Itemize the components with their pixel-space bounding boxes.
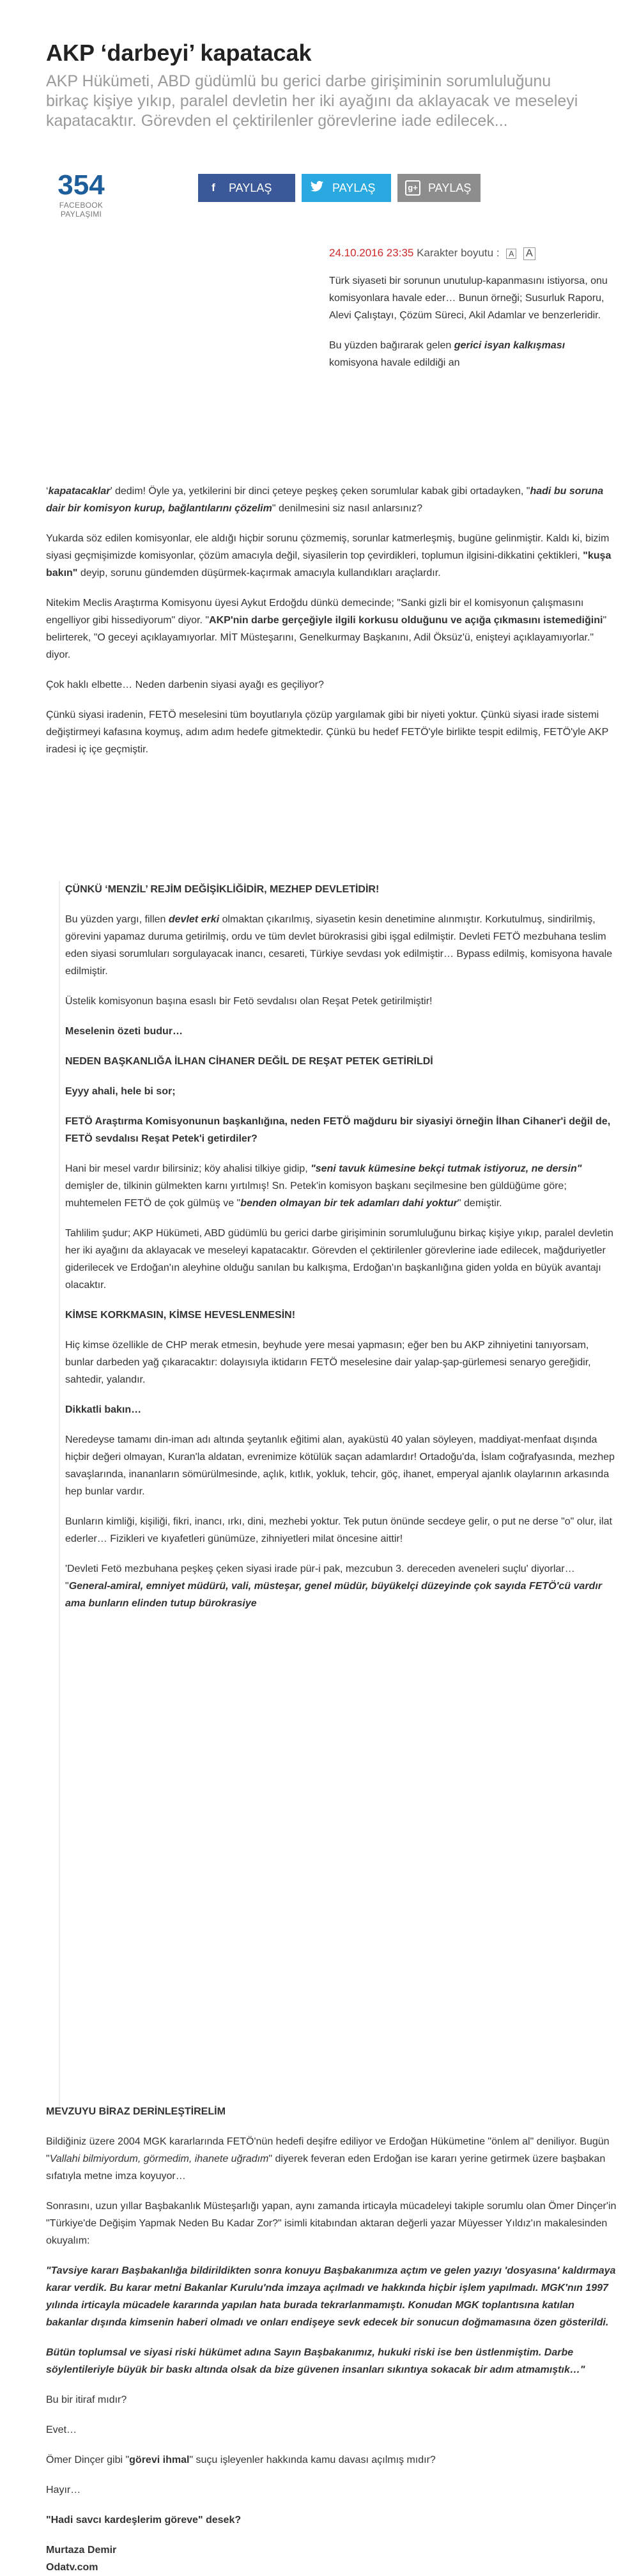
facebook-icon: f bbox=[212, 182, 215, 194]
article-body-intro bbox=[329, 272, 617, 384]
paragraph: Evet… bbox=[46, 2425, 77, 2435]
paragraph: Dikkatli bakın… bbox=[65, 1404, 142, 1415]
google-plus-icon: g+ bbox=[405, 180, 420, 196]
paragraph: 'Devleti Fetö mezbuhana peşkeş çeken siyasi irade pür-i pak, mezcubun 3. dereceden aveneleri suçlu' diyorlar… "General-amiral, emniyet müdürü, vali, müsteşar, genel müdür, büyükelçi düzeyinde çok sayıda FETÖ'cü vardır ama bunların elinden tutup bürokrasiye bbox=[65, 1563, 602, 1609]
quoted-paragraph: Bütün toplumsal ve siyasi riski hükümet adına Sayın Başbakanımız, hukuki riski ise ben üstlenmiştim. Darbe söylentileriyle büyük bir baskı altında olsak da bize güvenen insanları sıkıntıya sokacak bir adım atmamıştık…" bbox=[46, 2347, 585, 2375]
paragraph: "Hadi savcı kardeşlerim göreve" desek? bbox=[46, 2515, 242, 2526]
paragraph: Tahlilim şudur; AKP Hükümeti, ABD güdümlü bu gerici darbe girişiminin sorumluluğunu birkaç kişiye yıkıp, paralel devletin her iki ayağını da aklayacak ve meseleyi kapatacaktır. Görevden el çektirilenler görevlerine iade edilecek, mağduriyetler giderilecek ve Erdoğan'ın aleyhine olduğu sanılan bu kalkışma, Erdoğan'ın başkanlığına giden yolda en büyük avantajı olacaktır. bbox=[65, 1228, 613, 1291]
publish-date: 24.10.2016 23:35 bbox=[329, 247, 414, 259]
paragraph: Çok haklı elbette… Neden darbenin siyasi ayağı es geçiliyor? bbox=[46, 679, 324, 690]
paragraph: Bu bir itiraf mıdır? bbox=[46, 2394, 127, 2405]
paragraph: Üstelik komisyonun başına esaslı bir Fetö sevdalısı olan Reşat Petek getirilmiştir! bbox=[65, 996, 433, 1007]
font-size-label: Karakter boyutu : bbox=[417, 247, 500, 259]
article-meta bbox=[329, 247, 535, 260]
paragraph: Bunların kimliği, kişiliği, fikri, inancı, ırkı, dini, mezhebi yoktur. Tek putun önünde secdeye gelir, o put ne derse "o" olur, ilat ederler… Fizikleri ve kıyafetleri günümüze, zihniyetleri milat öncesine aittir! bbox=[65, 1516, 612, 1544]
article-lede: AKP Hükümeti, ABD güdümlü bu gerici darbe girişiminin sorumluluğunu birkaç kişiye yıkıp, paralel devletin her iki ayağını da aklayacak ve meseleyi kapatacaktır. Görevden el çektirilenler görevlerine iade edilecek... bbox=[46, 72, 578, 130]
facebook-share-button[interactable] bbox=[198, 174, 295, 202]
twitter-icon bbox=[309, 180, 325, 196]
share-count-caption: FACEBOOK PAYLAŞIMI bbox=[59, 201, 104, 219]
paragraph: Meselenin özeti budur… bbox=[65, 1026, 183, 1037]
paragraph: ‘kapatacaklar’ dedim! Öyle ya, yetkilerini bir dinci çeteye peşkeş çeken sorumlular kabak gibi ortadayken, "hadi bu soruna dair bir komisyon kurup, bağlantılarını çözelim" denilmesini siz nasıl anlarsınız? bbox=[46, 486, 604, 514]
facebook-share-count bbox=[46, 171, 116, 219]
paragraph: Hani bir mesel vardır bilirsiniz; köy ahalisi tilkiye gidip, "seni tavuk kümesine bekçi tutmak istiyoruz, ne dersin" demişler de, tilkinin gülmekten karnı yırtılmış! Sn. Petek'in komisyon başkanı seçilmesine ben güldüğüme göre; muhtemelen FETÖ de çok gülmüş ve "benden olmayan bir tek adamları dahi yoktur" demiştir. bbox=[65, 1163, 582, 1209]
share-count-number: 354 bbox=[58, 169, 105, 201]
paragraph: Bu yüzden bağırarak gelen gerici isyan kalkışması komisyona havale edildiği an bbox=[329, 340, 566, 368]
article-quote-block bbox=[59, 881, 616, 2108]
section-heading: KİMSE KORKMASIN, KİMSE HEVESLENMESİN! bbox=[65, 1310, 296, 1321]
paragraph: Yukarda söz edilen komisyonlar, ele aldığı hiçbir sorunu çözmemiş, sorunlar katmerleşmiş, bugüne gelinmiştir. Kaldı ki, bizim siyasi geçmişimizde komisyonlar, çözüm amacıyla değil, siyasilerin top çevirdikleri, toplumun ilgisini-dikkatini çektikleri, "kuşa bakın" deyip, sorunu gündemden düşürmek-kaçırmak amacıyla kullandıkları araçlardır. bbox=[46, 533, 612, 578]
google-share-label: PAYLAŞ bbox=[428, 182, 472, 194]
paragraph: Ömer Dinçer gibi "görevi ihmal" suçu işleyenler hakkında kamu davası açılmış mıdır? bbox=[46, 2455, 436, 2465]
font-increase-button[interactable]: A bbox=[523, 247, 535, 260]
twitter-share-button[interactable] bbox=[302, 174, 391, 202]
paragraph: Bu yüzden yargı, fillen devlet erki olmaktan çıkarılmış, siyasetin kesin denetimine alınmıştır. Korkutulmuş, sindirilmiş, görevini yapamaz duruma getirilmiş, ordu ve tüm devlet bürokrasisi gibi işgal edilmiştir. Devleti FETÖ mezbuhana teslim eden siyasi sorumluları sorgulayacak inancı, cesareti, Türkiye sevdası yok edilmiştir… Bypass edilmiş, komisyona havale edilmiştir. bbox=[65, 914, 613, 977]
article-title: AKP ‘darbeyi’ kapatacak bbox=[46, 40, 312, 66]
font-decrease-button[interactable]: A bbox=[506, 249, 516, 259]
section-heading: ÇÜNKÜ ‘MENZİL’ REJİM DEĞİŞİKLİĞİDİR, MEZHEP DEVLETİDİR! bbox=[65, 884, 380, 895]
paragraph: Eyyy ahali, hele bi sor; bbox=[65, 1086, 176, 1097]
section-heading: NEDEN BAŞKANLIĞA İLHAN CİHANER DEĞİL DE REŞAT PETEK GETİRİLDİ bbox=[65, 1056, 433, 1067]
facebook-share-label: PAYLAŞ bbox=[229, 182, 272, 194]
paragraph: Çünkü siyasi iradenin, FETÖ meselesini tüm boyutlarıyla çözüp yargılamak gibi bir niyeti yoktur. Çünkü siyasi irade sistemi değiştirmeyi kafasına koymuş, adım adım hedefe gitmektedir. Çünkü bu hedef FETÖ'yle birlikte tespit edilmiş, FETÖ'yle AKP iradesi iç içe geçmiştir. bbox=[46, 710, 608, 755]
quoted-paragraph: "Tavsiye kararı Başbakanlığa bildirildikten sonra konuyu Başbakanımıza açtım ve gelen yazıyı 'dosyasına' kaldırmaya karar verdik. Bu karar metni Bakanlar Kurulu'nda imzaya açılmadı ve hakkında hiçbir işlem yapılmadı. MGK'nın 1997 yılında irticayla mücadele kararında yapılan hata burada tekrarlanmamıştı. Konudan MGK toplantısına katılan bakanlar dışında kimsenin haberi olmadı ve onları endişeye sevk edecek bir sonucun doğmamasına özen gösterildi. bbox=[46, 2265, 616, 2328]
source-name: Odatv.com bbox=[46, 2562, 98, 2573]
paragraph: Bildiğiniz üzere 2004 MGK kararlarında FETÖ'nün hedefi deşifre ediliyor ve Erdoğan Hükümetine "önlem al" deniliyor. Bugün "Vallahi bilmiyordum, görmedim, ihanete uğradım" diyerek feveran eden Erdoğan ise kararı yerine getirmek üzere başbakan sıfatıyla metne imza koyuyor… bbox=[46, 2136, 610, 2182]
paragraph: FETÖ Araştırma Komisyonunun başkanlığına, neden FETÖ mağduru bir siyasiyi örneğin İlhan Cihaner'i değil de, FETÖ sevdalısı Reşat Petek'i getirdiler? bbox=[65, 1116, 611, 1144]
paragraph: Neredeyse tamamı din-iman adı altında şeytanlık eğitimi alan, ayaküstü 40 yalan söyleyen, maddiyat-menfaat dışında hiçbir değeri olmayan, Kuran'la aldatan, evrenimize kötülük saçan adamlardır! Ortadoğu'da, İslam coğrafyasında, mezhep savaşlarında, inananların sömürülmesinde, açlık, kıtlık, yokluk, tehcir, göç, ihanet, emperyal ajanlık olaylarının arkasında hep bunlar vardır. bbox=[65, 1434, 615, 1497]
paragraph: Nitekim Meclis Araştırma Komisyonu üyesi Aykut Erdoğdu dünkü demecinde; "Sanki gizli bir el komisyonun çalışmasını engelliyor gibi hissediyorum" diyor. "AKP'nin darbe gerçeğiyle ilgili korkusu olduğunu ve açığa çıkmasını istemediğini" belirterek, "O geceyi açıklayamıyorlar. MİT Müsteşarını, Genelkurmay Başkanını, Adil Öksüz'ü, enişteyi açıklayamıyorlar." diyor. bbox=[46, 598, 607, 660]
paragraph: Sonrasını, uzun yıllar Başbakanlık Müsteşarlığı yapan, aynı zamanda irticayla mücadeleyi takiple sorumlu olan Ömer Dinçer'in "Türkiye'de Değişim Yapmak Neden Bu Kadar Zor?" isimli kitabından aktaran değerli yazar Müyesser Yıldız'ın makalesinden okuyalım: bbox=[46, 2201, 617, 2246]
twitter-share-label: PAYLAŞ bbox=[332, 182, 376, 194]
paragraph: Hayır… bbox=[46, 2485, 81, 2495]
article-body-conclusion bbox=[46, 2103, 618, 2576]
author-byline bbox=[46, 2541, 618, 2576]
section-heading: MEVZUYU BİRAZ DERİNLEŞTİRELİM bbox=[46, 2106, 226, 2117]
paragraph: Türk siyaseti bir sorunun unutulup-kapanmasını istiyorsa, onu komisyonlara havale eder… Bunun örneği; Susurluk Raporu, Alevi Çalıştayı, Çözüm Süreci, Akil Adamlar ve benzerleridir. bbox=[329, 275, 608, 321]
google-plus-share-button[interactable] bbox=[397, 174, 481, 202]
paragraph: Hiç kimse özellikle de CHP merak etmesin, beyhude yere mesai yapmasın; eğer ben bu AKP zihniyetini tanıyorsam, bunlar darbeden yağ çıkaracaktır: dolayısıyla iktidarın FETÖ meselesine dair yalap-şap-gürlemesi senaryo gereğidir, sahtedir, yalandır. bbox=[65, 1340, 591, 1385]
article-body bbox=[46, 483, 618, 771]
author-name: Murtaza Demir bbox=[46, 2545, 117, 2556]
